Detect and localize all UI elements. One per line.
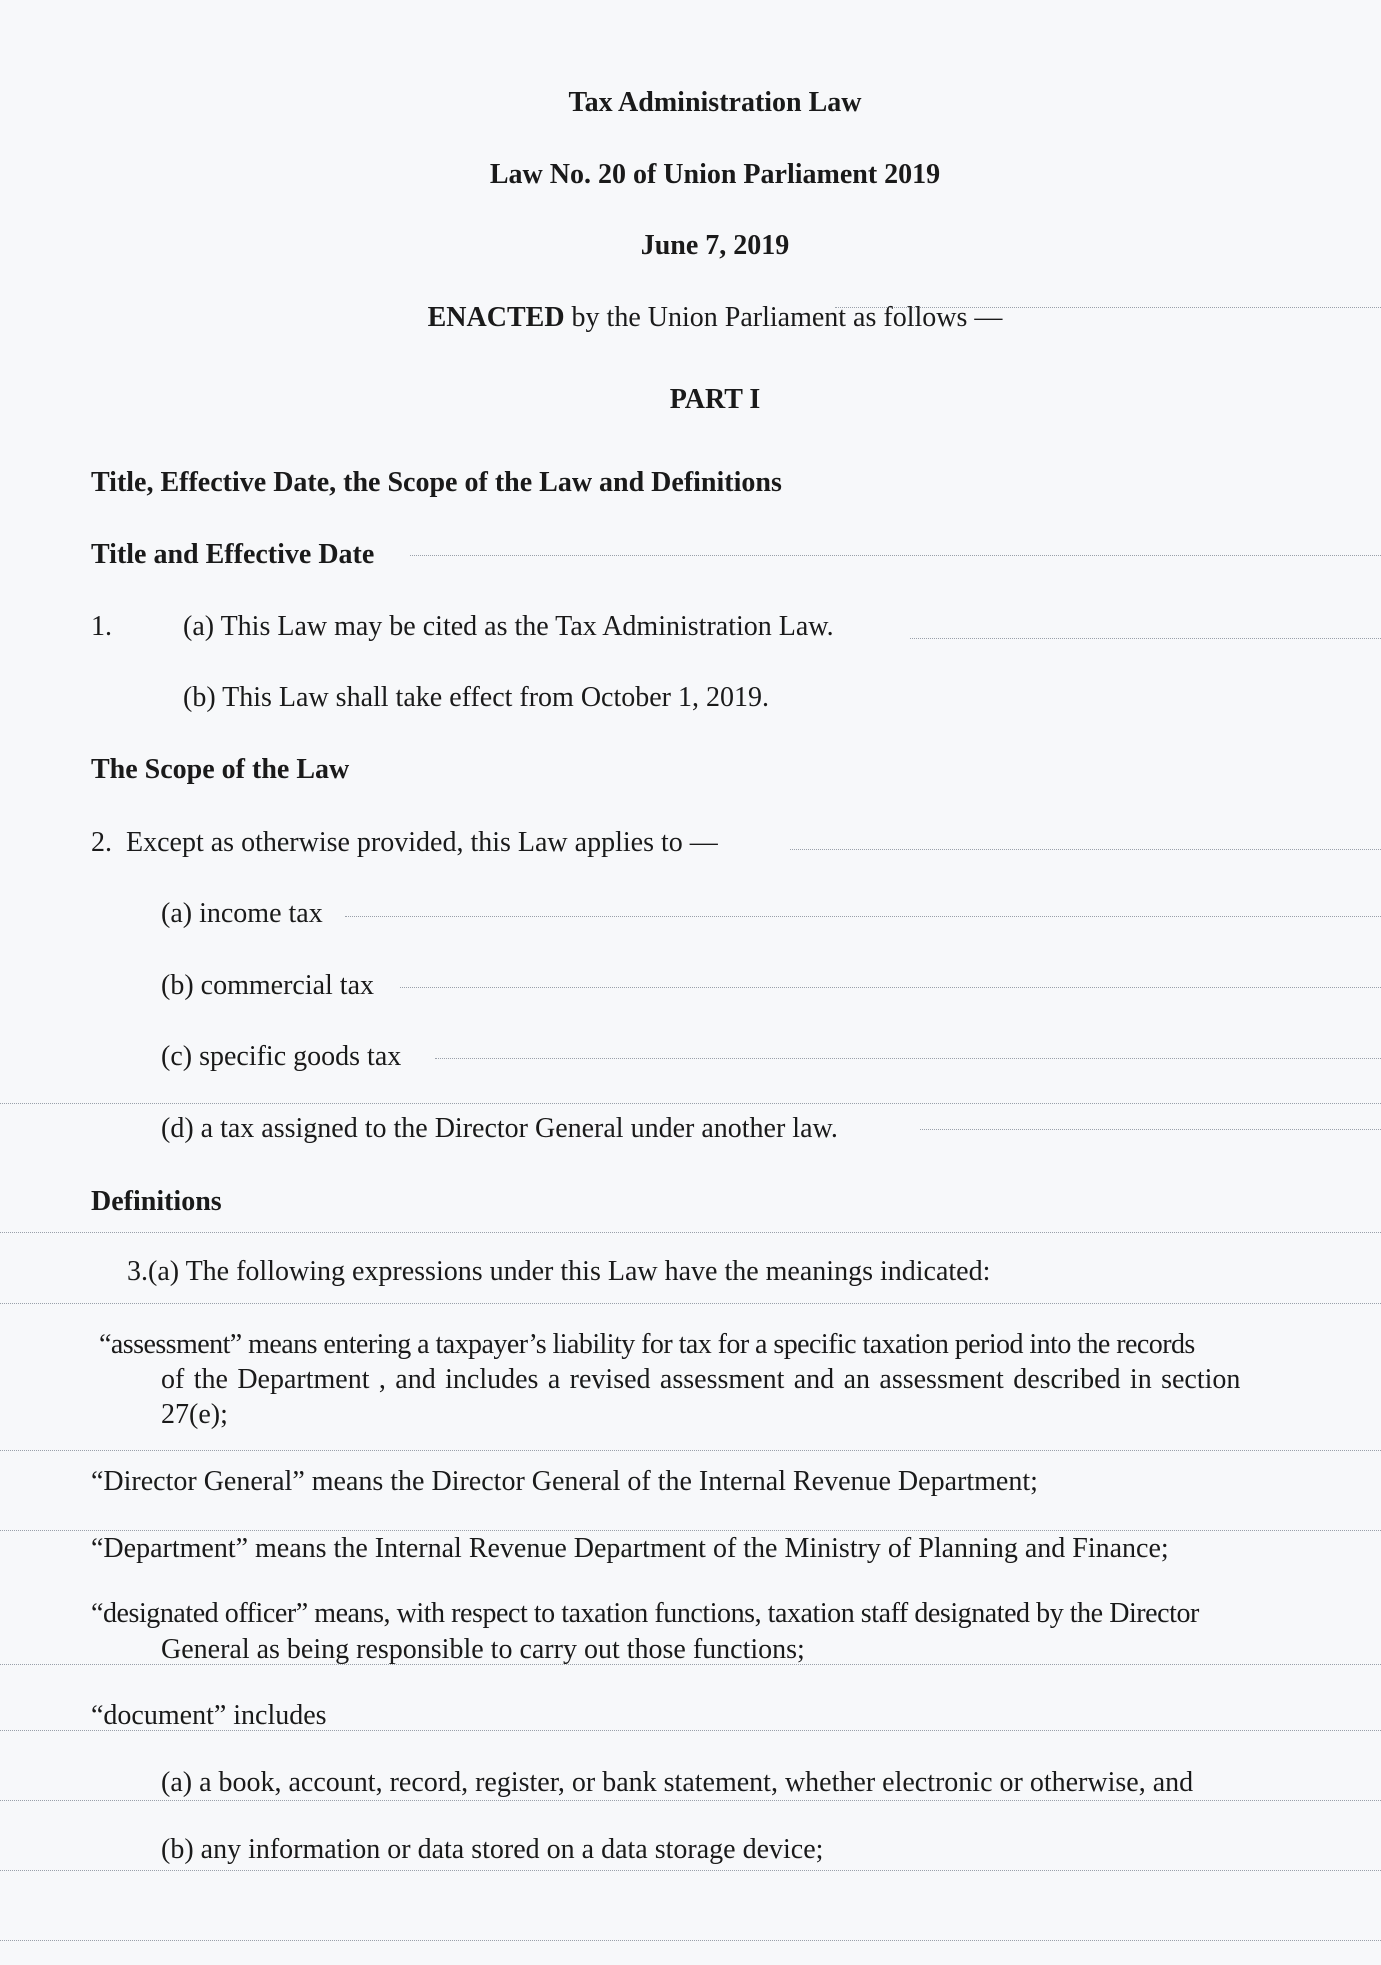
- definition-designated-officer-cont: General as being responsible to carry out those functions;: [161, 1634, 805, 1665]
- section-heading-title: Title and Effective Date: [91, 539, 375, 570]
- section-1-number: 1.: [91, 611, 112, 642]
- dotted-leader: [910, 638, 1381, 639]
- section-2-item: (a) income tax: [161, 898, 323, 929]
- dotted-leader: [0, 1450, 1381, 1451]
- definition-document: “document” includes: [91, 1700, 327, 1731]
- dotted-leader: [790, 849, 1381, 850]
- enacted-keyword: ENACTED: [427, 302, 565, 333]
- definition-assessment: “assessment” means entering a taxpayer’s liability for tax for a specific taxation period into the records: [99, 1329, 1195, 1360]
- dotted-leader: [920, 1129, 1381, 1130]
- law-number: Law No. 20 of Union Parliament 2019: [489, 159, 941, 190]
- section-1-a: (a) This Law may be cited as the Tax Administration Law.: [183, 611, 834, 642]
- section-2-intro: 2. Except as otherwise provided, this Law applies to —: [91, 827, 718, 858]
- section-3-intro: 3.(a) The following expressions under this Law have the meanings indicated:: [127, 1256, 991, 1287]
- part-heading: Title, Effective Date, the Scope of the Law and Definitions: [91, 467, 782, 498]
- definition-document-b: (b) any information or data stored on a data storage device;: [161, 1834, 824, 1865]
- definition-department: “Department” means the Internal Revenue Department of the Ministry of Planning and Finance;: [91, 1533, 1169, 1564]
- definition-assessment-cont: 27(e);: [161, 1399, 228, 1430]
- dotted-leader: [0, 1303, 1381, 1304]
- dotted-leader: [400, 987, 1381, 988]
- section-2-item: (b) commercial tax: [161, 970, 375, 1001]
- dotted-leader: [0, 1870, 1381, 1871]
- enacting-clause: [0, 300, 1381, 336]
- section-2-item: (c) specific goods tax: [161, 1041, 402, 1072]
- definition-director-general: “Director General” means the Director General of the Internal Revenue Department;: [91, 1466, 1038, 1497]
- definition-designated-officer: “designated officer” means, with respect to taxation functions, taxation staff designated by the Director: [91, 1598, 1199, 1629]
- dotted-leader: [0, 1940, 1381, 1941]
- definition-document-a: (a) a book, account, record, register, or bank statement, whether electronic or otherwise, and: [161, 1767, 1194, 1798]
- definitions-heading: Definitions: [91, 1186, 222, 1217]
- law-date: June 7, 2019: [640, 230, 790, 261]
- section-2-item: (d) a tax assigned to the Director General under another law.: [161, 1113, 838, 1144]
- enacted-text: by the Union Parliament as follows —: [571, 302, 1003, 333]
- dotted-leader: [0, 1232, 1381, 1233]
- dotted-leader: [345, 916, 1381, 917]
- dotted-leader: [0, 1103, 1381, 1104]
- dotted-leader: [435, 1058, 1381, 1059]
- dotted-leader: [410, 555, 1381, 556]
- definition-assessment-cont: of the Department , and includes a revised assessment and an assessment described in section: [161, 1364, 1241, 1395]
- section-1-b: (b) This Law shall take effect from October 1, 2019.: [183, 682, 770, 713]
- part-label: PART I: [669, 384, 761, 415]
- scope-heading: The Scope of the Law: [91, 754, 350, 785]
- law-title: Tax Administration Law: [568, 87, 862, 118]
